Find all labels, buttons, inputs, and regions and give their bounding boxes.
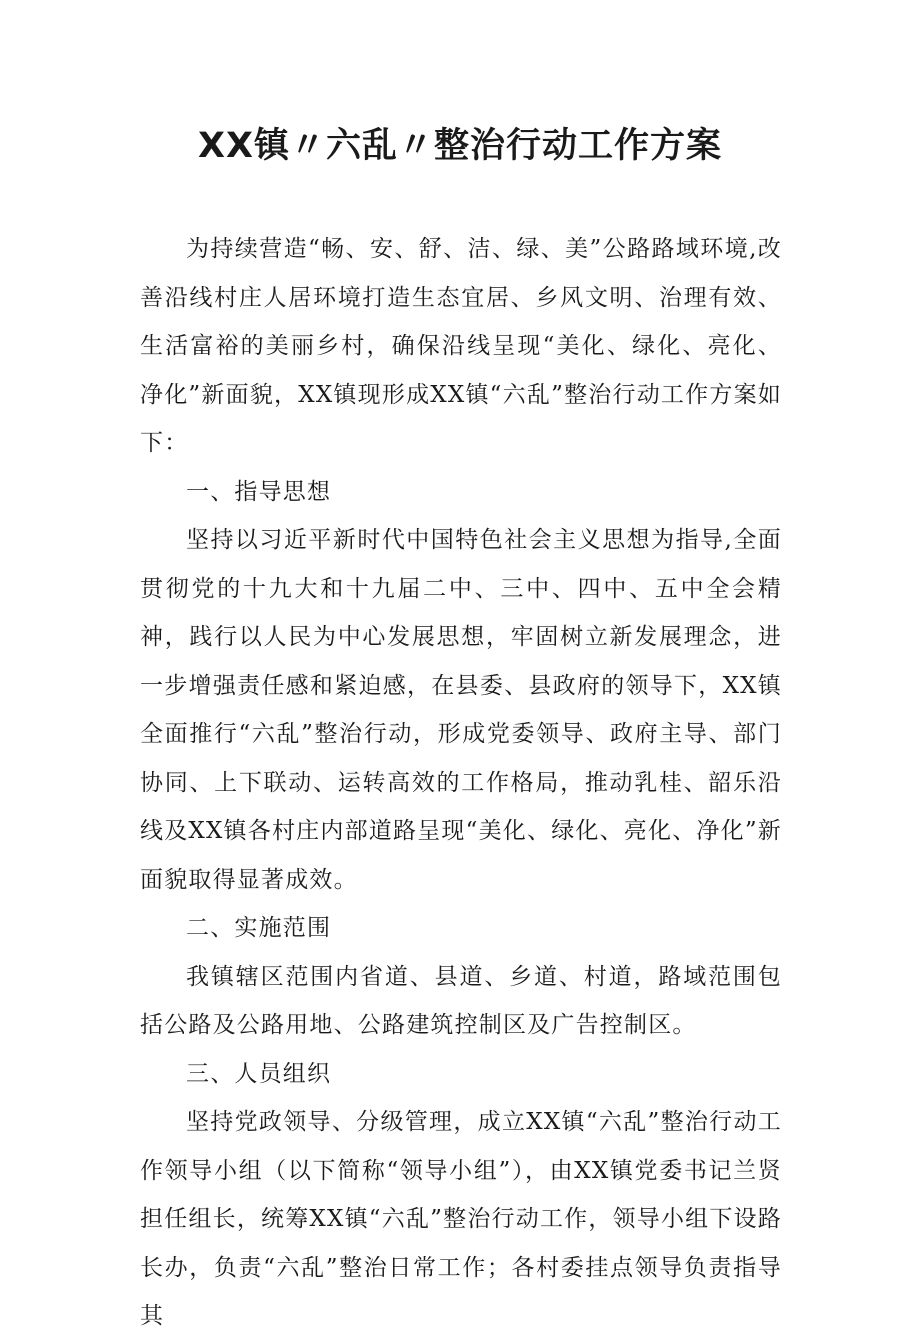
section-heading-guiding-ideology: 一、指导思想 [186, 478, 332, 505]
document-title: XX镇〃六乱〃整治行动工作方案 [198, 126, 722, 166]
section-heading-scope: 二、实施范围 [186, 915, 332, 941]
document-body [140, 225, 782, 1341]
section-heading-organization: 三、人员组织 [186, 1060, 332, 1087]
paragraph-intro: 为持续营造“畅、安、舒、洁、绿、美”公路路域环境,改善沿线村庄人居环境打造生态宜居、乡风文明、治理有效、生活富裕的美丽乡村，确保沿线呈现“美化、绿化、亮化、净化”新面貌，XX镇现形成XX镇“六乱”整治行动工作方案如下： [140, 236, 782, 456]
paragraph-organization: 坚持党政领导、分级管理，成立XX镇“六乱”整治行动工作领导小组（以下简称“领导小组”），由XX镇党委书记兰贤担任组长，统筹XX镇“六乱”整治行动工作，领导小组下设路长办，负责“六乱”整治日常工作；各村委挂点领导负责指导其 [140, 1109, 782, 1329]
paragraph-scope: 我镇辖区范围内省道、县道、乡道、村道，路域范围包括公路及公路用地、公路建筑控制区及广告控制区。 [140, 963, 782, 1038]
paragraph-guiding-ideology: 坚持以习近平新时代中国特色社会主义思想为指导,全面贯彻党的十九大和十九届二中、三中、四中、五中全会精神，践行以人民为中心发展思想，牢固树立新发展理念，进一步增强责任感和紧迫感，在县委、县政府的领导下，XX镇全面推行“六乱”整治行动，形成党委领导、政府主导、部门协同、上下联动、运转高效的工作格局，推动乳桂、韶乐沿线及XX镇各村庄内部道路呈现“美化、绿化、亮化、净化”新面貌取得显著成效。 [140, 527, 782, 893]
